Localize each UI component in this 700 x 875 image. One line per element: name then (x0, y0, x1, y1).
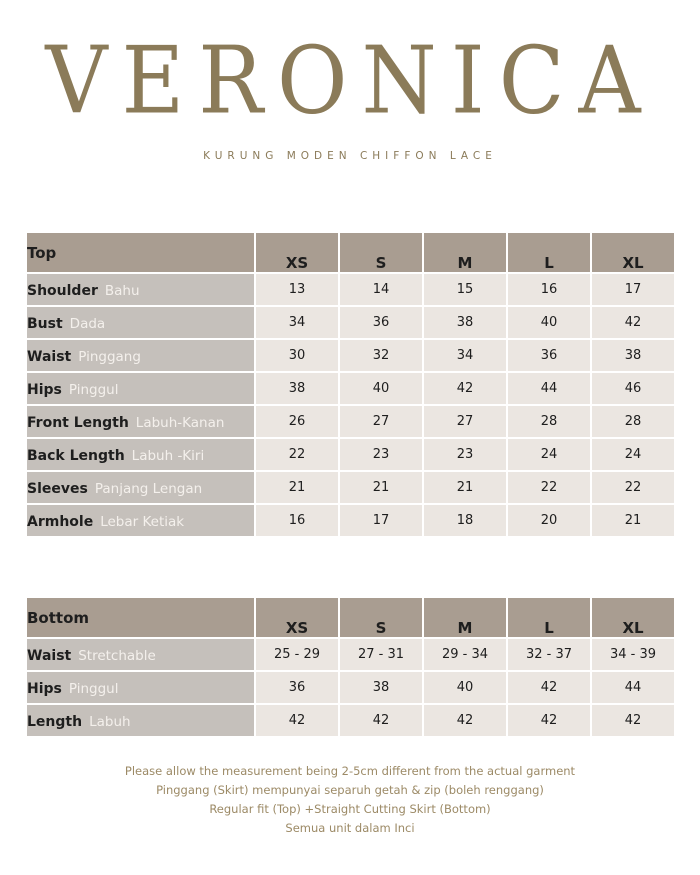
row-label-en: Bust (27, 316, 63, 332)
row-label-en: Length (27, 714, 83, 730)
row-label-ms: Pinggul (68, 382, 119, 398)
value-cell: 44 (591, 671, 675, 704)
row-label-en: Hips (27, 382, 62, 398)
value-cell: 40 (423, 671, 507, 704)
value-cell: 18 (423, 504, 507, 537)
value-cell: 24 (507, 438, 591, 471)
value-cell: 22 (591, 471, 675, 504)
size-header-s: S (339, 232, 423, 273)
value-cell: 17 (339, 504, 423, 537)
value-cell: 29 - 34 (423, 638, 507, 671)
top-row-sleeves (26, 471, 675, 504)
row-label-ms: Labuh -Kiri (131, 448, 205, 464)
top-row-front-length (26, 405, 675, 438)
value-cell: 24 (591, 438, 675, 471)
value-cell: 34 (255, 306, 339, 339)
size-header-xs: XS (255, 597, 339, 638)
bottom-row-length (26, 704, 675, 737)
row-label (26, 339, 255, 372)
value-cell: 30 (255, 339, 339, 372)
row-label (26, 704, 255, 737)
top-row-armhole (26, 504, 675, 537)
row-label (26, 405, 255, 438)
bottom-size-table (25, 596, 676, 738)
note-line: Please allow the measurement being 2-5cm different from the actual garment (124, 764, 576, 778)
row-label-ms: Pinggul (68, 681, 119, 697)
row-label-ms: Stretchable (78, 648, 156, 664)
value-cell: 21 (255, 471, 339, 504)
row-label-ms: Labuh-Kanan (135, 415, 225, 431)
top-header-row (26, 232, 675, 273)
row-label (26, 438, 255, 471)
size-header-xl: XL (591, 597, 675, 638)
value-cell: 38 (423, 306, 507, 339)
row-label (26, 471, 255, 504)
bottom-header-label: Bottom (26, 597, 255, 638)
size-header-s: S (339, 597, 423, 638)
value-cell: 16 (507, 273, 591, 306)
value-cell: 22 (255, 438, 339, 471)
row-label (26, 306, 255, 339)
value-cell: 25 - 29 (255, 638, 339, 671)
note-line: Pinggang (Skirt) mempunyai separuh getah & zip (boleh renggang) (156, 783, 544, 797)
value-cell: 23 (339, 438, 423, 471)
value-cell: 15 (423, 273, 507, 306)
value-cell: 23 (423, 438, 507, 471)
size-header-m: M (423, 232, 507, 273)
value-cell: 42 (507, 671, 591, 704)
value-cell: 22 (507, 471, 591, 504)
value-cell: 46 (591, 372, 675, 405)
value-cell: 17 (591, 273, 675, 306)
row-label (26, 372, 255, 405)
top-row-back-length (26, 438, 675, 471)
value-cell: 38 (591, 339, 675, 372)
value-cell: 28 (591, 405, 675, 438)
value-cell: 42 (591, 306, 675, 339)
row-label-ms: Lebar Ketiak (100, 514, 185, 530)
row-label-en: Back Length (27, 448, 125, 464)
row-label-en: Shoulder (27, 283, 98, 299)
bottom-header-row (26, 597, 675, 638)
value-cell: 42 (507, 704, 591, 737)
top-header-label: Top (26, 232, 255, 273)
value-cell: 36 (339, 306, 423, 339)
value-cell: 42 (423, 704, 507, 737)
size-header-xl: XL (591, 232, 675, 273)
row-label (26, 671, 255, 704)
top-row-waist (26, 339, 675, 372)
size-header-l: L (507, 232, 591, 273)
row-label-en: Sleeves (27, 481, 88, 497)
value-cell: 20 (507, 504, 591, 537)
value-cell: 38 (339, 671, 423, 704)
value-cell: 14 (339, 273, 423, 306)
row-label-ms: Pinggang (78, 349, 141, 365)
bottom-row-hips (26, 671, 675, 704)
value-cell: 42 (339, 704, 423, 737)
value-cell: 27 (423, 405, 507, 438)
top-row-shoulder (26, 273, 675, 306)
note-line: Semua unit dalam Inci (285, 821, 415, 835)
value-cell: 40 (507, 306, 591, 339)
value-cell: 26 (255, 405, 339, 438)
size-header-xs: XS (255, 232, 339, 273)
value-cell: 40 (339, 372, 423, 405)
value-cell: 38 (255, 372, 339, 405)
value-cell: 42 (423, 372, 507, 405)
value-cell: 27 (339, 405, 423, 438)
value-cell: 34 (423, 339, 507, 372)
value-cell: 27 - 31 (339, 638, 423, 671)
value-cell: 21 (339, 471, 423, 504)
value-cell: 21 (423, 471, 507, 504)
value-cell: 42 (591, 704, 675, 737)
notes (0, 762, 700, 838)
row-label (26, 504, 255, 537)
value-cell: 36 (507, 339, 591, 372)
value-cell: 21 (591, 504, 675, 537)
top-size-table (25, 231, 676, 538)
row-label (26, 273, 255, 306)
brand-subtitle: KURUNG MODEN CHIFFON LACE (203, 150, 497, 162)
row-label-en: Front Length (27, 415, 129, 431)
value-cell: 28 (507, 405, 591, 438)
value-cell: 13 (255, 273, 339, 306)
row-label-ms: Labuh (89, 714, 131, 730)
value-cell: 32 - 37 (507, 638, 591, 671)
brand-title: VERONICA (45, 26, 655, 135)
size-header-l: L (507, 597, 591, 638)
row-label-en: Waist (27, 349, 72, 365)
value-cell: 16 (255, 504, 339, 537)
row-label (26, 638, 255, 671)
value-cell: 42 (255, 704, 339, 737)
value-cell: 32 (339, 339, 423, 372)
row-label-en: Hips (27, 681, 62, 697)
row-label-ms: Panjang Lengan (94, 481, 203, 497)
row-label-en: Waist (27, 648, 72, 664)
row-label-en: Armhole (27, 514, 94, 530)
row-label-ms: Bahu (104, 283, 140, 299)
bottom-row-waist (26, 638, 675, 671)
value-cell: 36 (255, 671, 339, 704)
top-row-bust (26, 306, 675, 339)
row-label-ms: Dada (69, 316, 106, 332)
value-cell: 44 (507, 372, 591, 405)
note-line: Regular fit (Top) +Straight Cutting Skirt (Bottom) (209, 802, 491, 816)
size-header-m: M (423, 597, 507, 638)
top-row-hips (26, 372, 675, 405)
value-cell: 34 - 39 (591, 638, 675, 671)
